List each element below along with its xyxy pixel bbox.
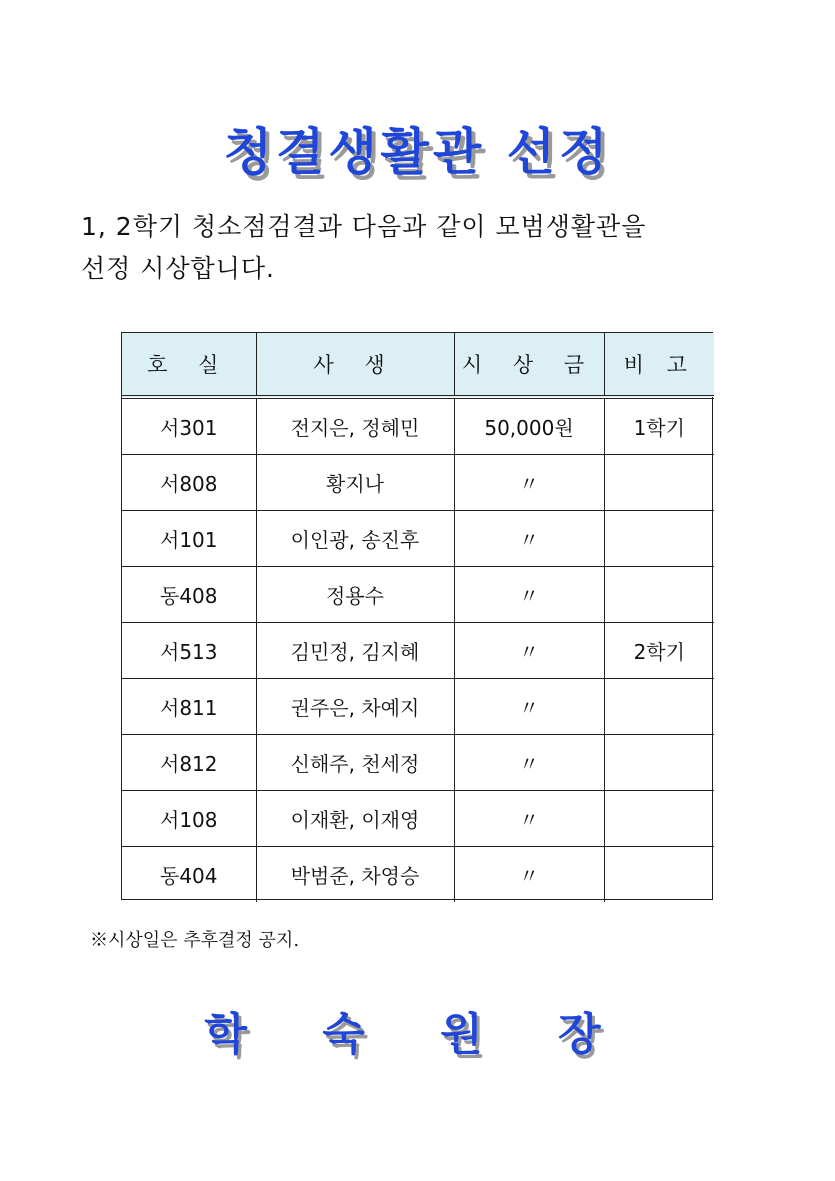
table-row xyxy=(122,735,714,791)
cell-remarks xyxy=(604,791,714,847)
cell-students: 권주은, 차예지 xyxy=(256,679,454,735)
cell-remarks xyxy=(604,847,714,903)
cell-prize: 〃 xyxy=(454,455,604,511)
table-row xyxy=(122,511,714,567)
cell-room: 서301 xyxy=(122,397,256,455)
cell-students: 정용수 xyxy=(256,567,454,623)
table-row xyxy=(122,455,714,511)
cell-students: 신해주, 천세정 xyxy=(256,735,454,791)
cell-students: 김민정, 김지혜 xyxy=(256,623,454,679)
footnote: ※시상일은 추후결정 공지. xyxy=(90,930,300,951)
table-row xyxy=(122,623,714,679)
cell-room: 서808 xyxy=(122,455,256,511)
cell-prize: 〃 xyxy=(454,623,604,679)
cell-room: 서101 xyxy=(122,511,256,567)
table-header-row xyxy=(122,333,714,397)
cell-room: 서811 xyxy=(122,679,256,735)
intro-line-1: 1, 2학기 청소점검결과 다음과 같이 모범생활관을 xyxy=(81,212,647,241)
cell-prize: 〃 xyxy=(454,735,604,791)
cell-students: 박범준, 차영승 xyxy=(256,847,454,903)
cell-remarks xyxy=(604,679,714,735)
cell-students: 황지나 xyxy=(256,455,454,511)
cell-remarks xyxy=(604,455,714,511)
cell-students: 이인광, 송진후 xyxy=(256,511,454,567)
cell-prize: 〃 xyxy=(454,679,604,735)
cell-room: 서812 xyxy=(122,735,256,791)
table-row xyxy=(122,397,714,455)
cell-room: 서108 xyxy=(122,791,256,847)
cell-remarks xyxy=(604,567,714,623)
header-prize: 시 상 금 xyxy=(454,333,604,397)
signature: 학 숙 원 장 xyxy=(204,1009,631,1060)
intro-text xyxy=(81,206,761,290)
header-remarks: 비 고 xyxy=(604,333,714,397)
table-row xyxy=(122,791,714,847)
cell-prize: 〃 xyxy=(454,567,604,623)
intro-line-2: 선정 시상합니다. xyxy=(81,254,275,283)
cell-room: 서513 xyxy=(122,623,256,679)
cell-room: 동408 xyxy=(122,567,256,623)
cell-prize: 〃 xyxy=(454,511,604,567)
cell-prize: 50,000원 xyxy=(454,397,604,455)
cell-remarks xyxy=(604,735,714,791)
cell-prize: 〃 xyxy=(454,847,604,903)
table-row xyxy=(122,847,714,903)
document-title: 청결생활관 선정 xyxy=(223,123,612,181)
cell-remarks xyxy=(604,511,714,567)
table-row xyxy=(122,567,714,623)
table-row xyxy=(122,679,714,735)
header-students: 사 생 xyxy=(256,333,454,397)
cell-students: 이재환, 이재영 xyxy=(256,791,454,847)
cell-prize: 〃 xyxy=(454,791,604,847)
award-table xyxy=(121,332,713,900)
cell-students: 전지은, 정혜민 xyxy=(256,397,454,455)
cell-room: 동404 xyxy=(122,847,256,903)
cell-remarks: 1학기 xyxy=(604,397,714,455)
cell-remarks: 2학기 xyxy=(604,623,714,679)
header-room: 호 실 xyxy=(122,333,256,397)
